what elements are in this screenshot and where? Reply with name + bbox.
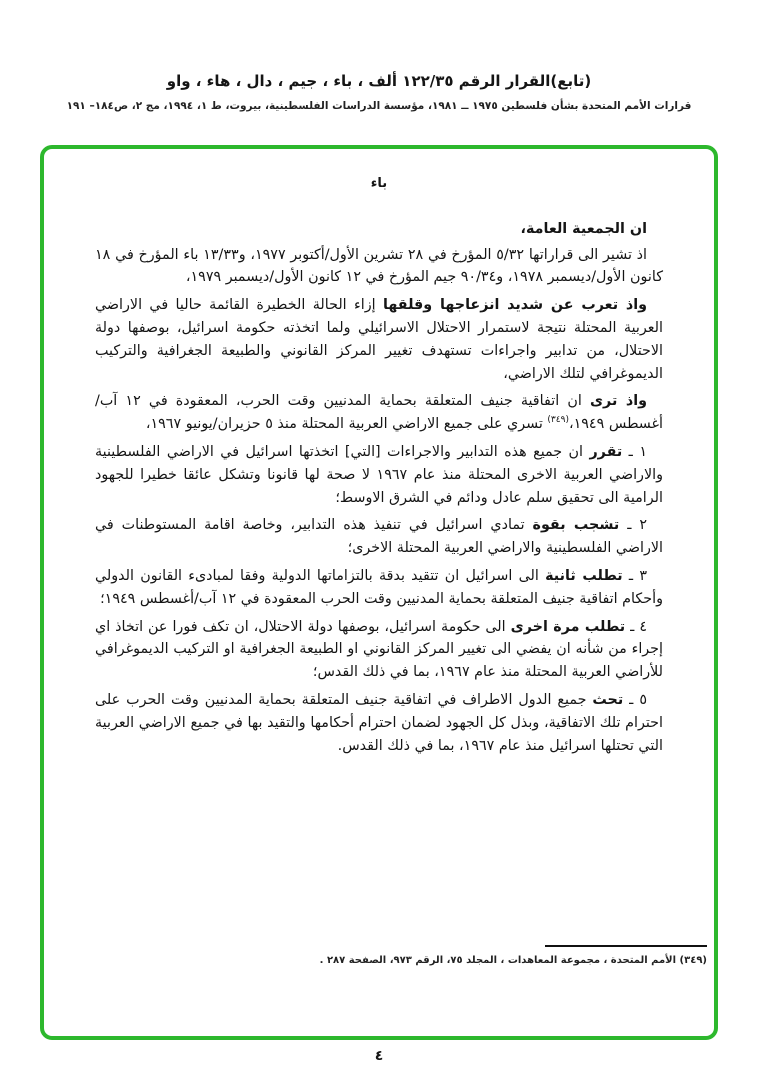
page-header — [0, 72, 758, 112]
resolution-item — [95, 514, 663, 560]
item-number: ٤ ـ — [625, 618, 647, 635]
item-number: ٢ ـ — [619, 517, 648, 534]
source-citation-line: قرارات الأمم المتحدة بشأن فلسطين ١٩٧٥ ــ ١٩٨١، مؤسسة الدراسات الفلسطينية، بيروت، ط ١، ١٩٩٤، مج ٢، ص١٨٤– ١٩١ — [66, 100, 692, 112]
item-text: ان جميع هذه التدابير والاجراءات [التي] اتخذتها اسرائيل في الاراضي الفلسطينية والاراضي العربية الاخرى المحتلة منذ عام ١٩٦٧ لا صحة لها قانونا وتشكل عائقا خطيرا للجهود الرامية الى تحقيق سلم عادل ودائم في الشرق الاوسط؛ — [95, 443, 663, 506]
resolution-item — [95, 689, 663, 757]
preamble-paragraph — [95, 244, 663, 290]
item-lead: تشجب بقوة — [532, 517, 620, 534]
preamble-text: ان اتفاقية جنيف المتعلقة بحماية المدنيين وقت الحرب، المعقودة في ١٢ آب/أغسطس ١٩٤٩، — [95, 393, 663, 433]
opening-line: ان الجمعية العامة، — [520, 220, 647, 237]
preamble-lead: واذ تعرب عن شديد انزعاجها وقلقها — [382, 297, 647, 314]
section-letter: باء — [370, 176, 388, 191]
item-number: ٣ ـ — [622, 567, 647, 584]
page-number: ٤ — [374, 1048, 384, 1064]
preamble-text: إزاء الحالة الخطيرة القائمة حاليا في الاراضي العربية المحتلة نتيجة لاستمرار الاحتلال الاسرائيلي ولما اتخذته حكومة اسرائيل، بوصفها دولة الاحتلال، من تدابير واجراءات تستهدف تغيير المركز القانوني والطبيعة الجغرافية والتركيب الديموغرافي لتلك الاراضي، — [95, 297, 663, 382]
resolution-title: (تابع)القرار الرقم ١٢٢/٣٥ ألف ، باء ، جيم ، دال ، هاء ، واو — [166, 72, 592, 90]
item-number: ١ ـ — [622, 443, 647, 460]
preamble-paragraph — [95, 294, 663, 385]
item-text: جميع الدول الاطراف في اتفاقية جنيف المتعلقة بحماية المدنيين وقت الحرب على احترام تلك الاتفاقية، وبذل كل الجهود لضمان احترام أحكامها والتقيد بها في جميع الاراضي العربية التي تحتلها اسرائيل منذ عام ١٩٦٧، بما في ذلك القدس. — [95, 691, 663, 754]
preamble-text: اذ تشير الى قراراتها ٥/٣٢ المؤرخ في ٢٨ تشرين الأول/أكتوبر ١٩٧٧، و١٣/٣٣ باء المؤرخ في ١٨ كانون الأول/ديسمبر ١٩٧٨، و٩٠/٣٤ جيم المؤرخ في ١٢ كانون الأول/ديسمبر ١٩٧٩، — [95, 246, 663, 286]
item-lead: تقرر — [589, 443, 623, 460]
preamble-text-continued: تسري على جميع الاراضي العربية المحتلة منذ ٥ حزيران/يونيو ١٩٦٧، — [145, 416, 548, 433]
preamble-lead: واذ ترى — [589, 393, 648, 410]
footnote-text: (٣٤٩) الأمم المتحدة ، مجموعة المعاهدات ، المجلد ٧٥، الرقم ٩٧٣، الصفحة ٢٨٧ . — [319, 955, 707, 966]
resolution-item — [95, 565, 663, 611]
item-lead: تطلب مرة اخرى — [510, 618, 626, 635]
item-lead: تطلب ثانية — [545, 567, 623, 584]
footnote-divider — [545, 945, 707, 947]
item-lead: تحث — [592, 691, 624, 708]
item-number: ٥ ـ — [623, 691, 648, 708]
item-text: الى اسرائيل ان تتقيد بدقة بالتزاماتها الدولية وفقا لمبادىء القانون الدولي وأحكام اتفاقية جنيف المتعلقة بحماية المدنيين وقت الحرب المعقودة في ١٢ آب/أغسطس ١٩٤٩؛ — [95, 567, 663, 607]
resolution-item — [95, 616, 663, 684]
preamble-paragraph — [95, 390, 663, 436]
item-text: الى حكومة اسرائيل، بوصفها دولة الاحتلال، ان تكف فورا عن اتخاذ اي إجراء من شأنه ان يفضي الى تغيير المركز القانوني او الطبيعة الجغرافية او التركيب الديموغرافي للأراضي العربية المحتلة منذ عام ١٩٦٧، بما في ذلك القدس؛ — [95, 618, 663, 681]
footnote-area — [287, 945, 707, 966]
footnote-reference: (٣٤٩) — [547, 415, 569, 426]
item-text: تمادي اسرائيل في تنفيذ هذه التدابير، وخاصة اقامة المستوطنات في الاراضي الفلسطينية والاراضي العربية المحتلة الاخرى؛ — [95, 517, 663, 557]
resolution-body — [44, 149, 714, 1036]
resolution-item — [95, 441, 663, 509]
